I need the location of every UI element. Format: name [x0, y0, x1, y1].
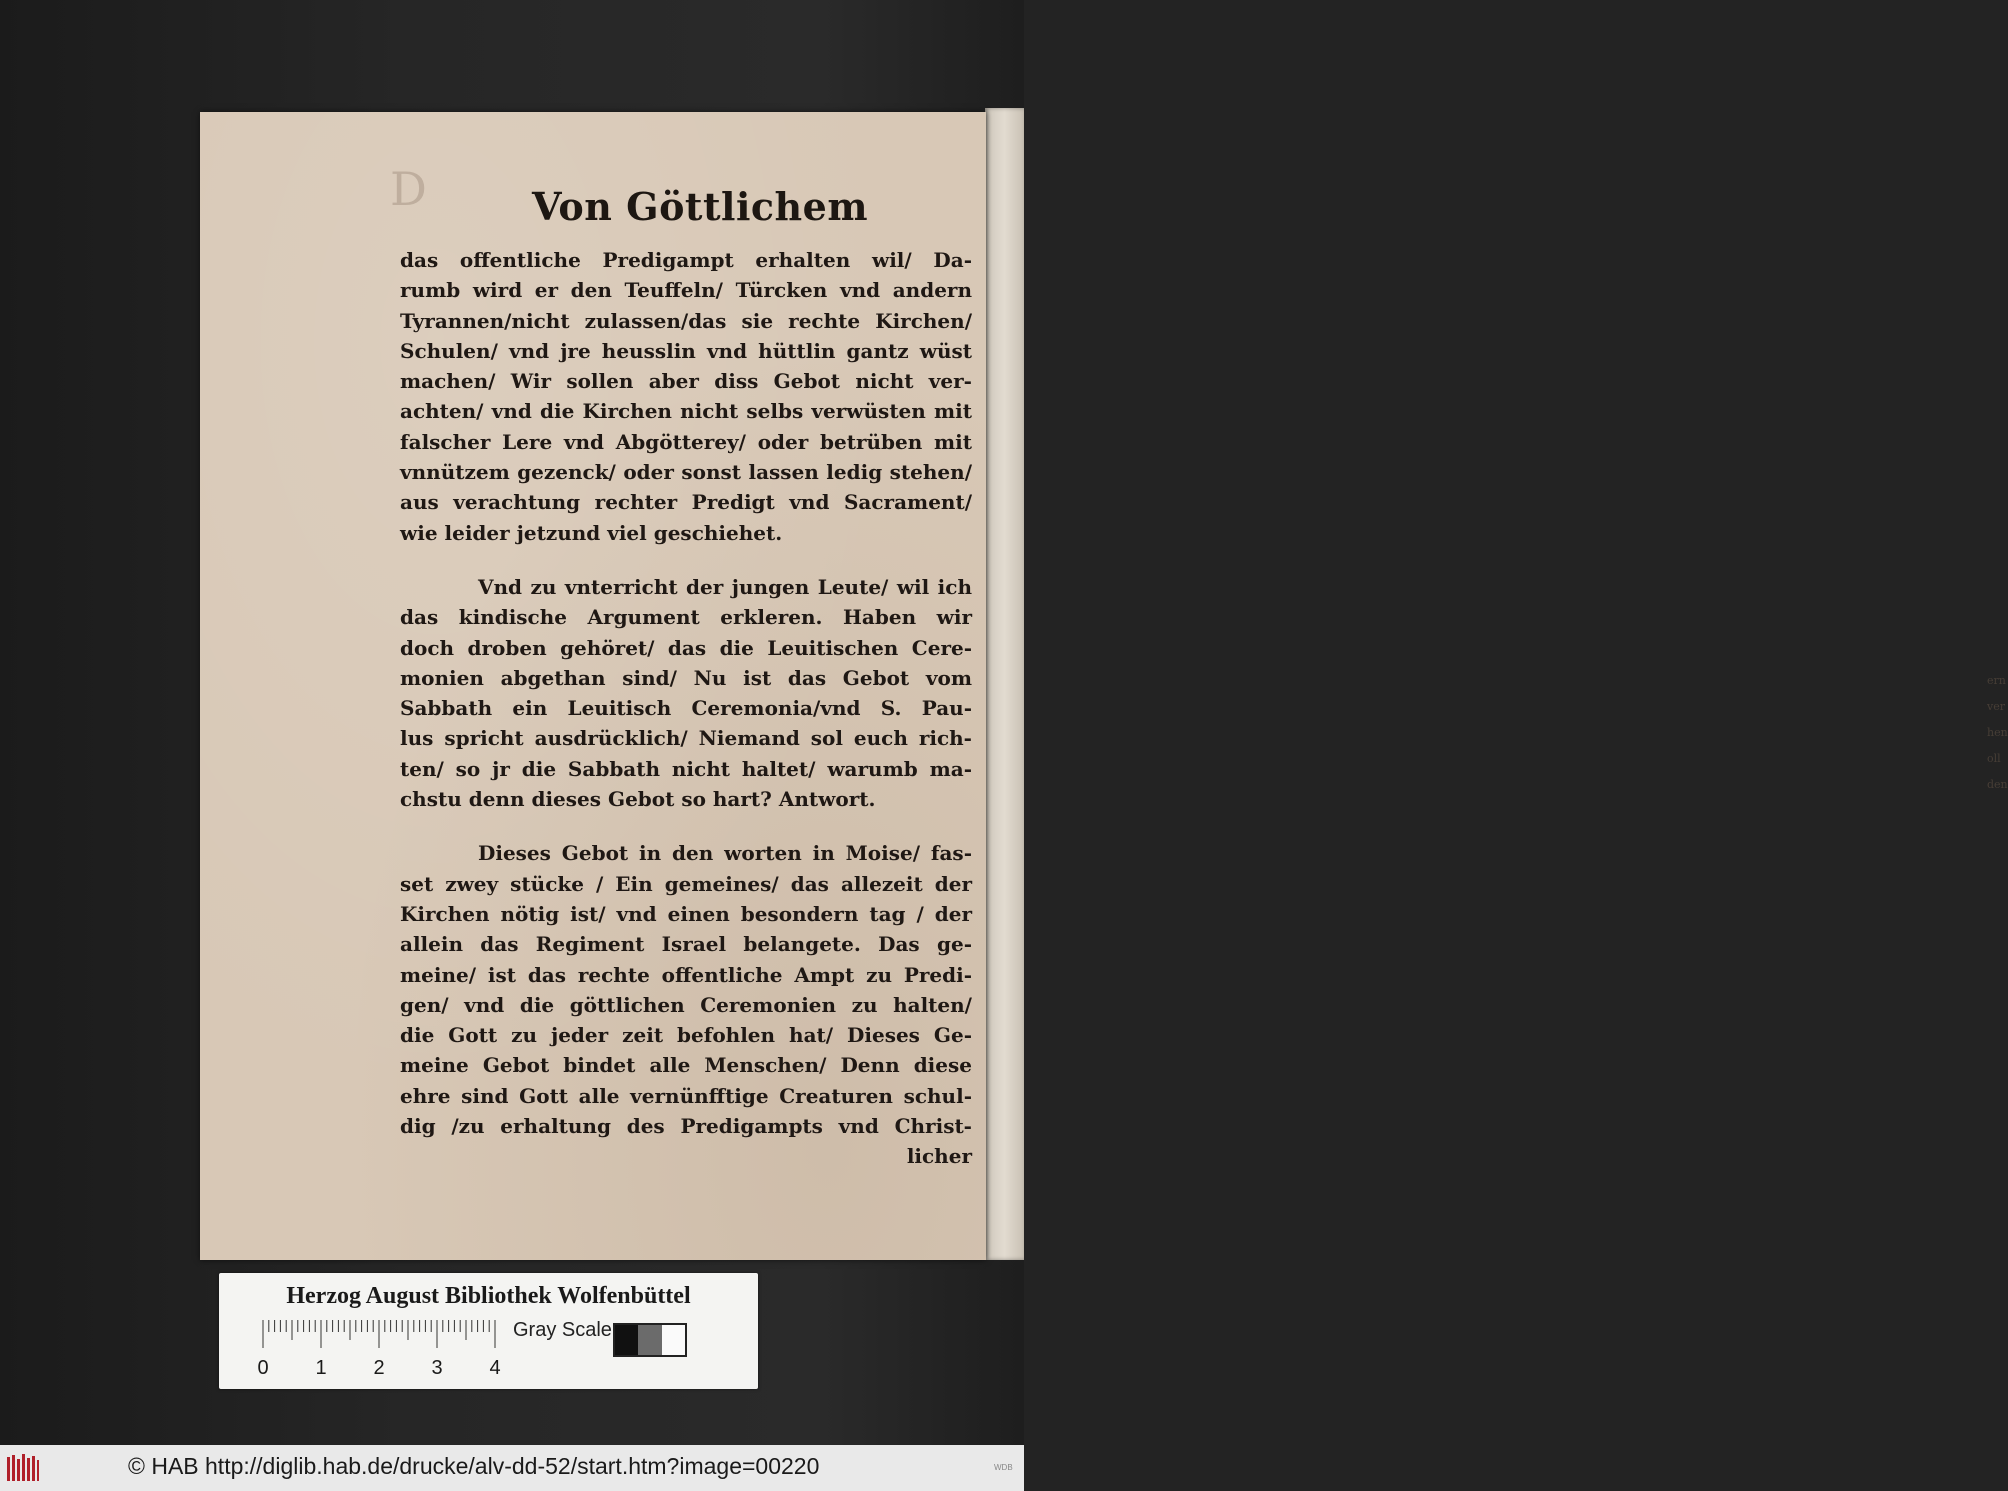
text-line: chstu denn dieses Gebot so hart? Antwort.	[400, 787, 876, 812]
text-line: die Gott zu jeder zeit befohlen hat/ Dieses Ge-	[400, 1023, 972, 1048]
paragraph-1	[400, 245, 972, 548]
ruler-numbers	[253, 1357, 513, 1381]
ruler-scale	[261, 1320, 501, 1350]
book-page	[200, 112, 986, 1260]
footer-mark: WDB	[994, 1463, 1013, 1472]
text-line: gen/ vnd die göttlichen Ceremonien zu halten/	[400, 992, 972, 1017]
text-line: Schulen/ vnd jre heusslin vnd hüttlin gantz wüst	[400, 338, 972, 363]
text-line: dig /zu erhaltung des Predigampts vnd Christ-	[400, 1114, 972, 1139]
gray-scale-label: Gray Scale	[513, 1319, 612, 1341]
text-line: das offentliche Predigampt erhalten wil/ Da-	[400, 248, 972, 272]
gray-swatch-light	[662, 1325, 685, 1355]
page-body	[400, 245, 972, 1172]
text-line: meine/ ist das rechte offentliche Ampt zu Predi-	[400, 962, 972, 987]
gray-scale-swatches	[613, 1323, 687, 1357]
text-line: Tyrannen/nicht zulassen/das sie rechte Kirchen/	[400, 308, 972, 333]
text-line: rumb wird er den Teuffeln/ Türcken vnd andern	[400, 278, 972, 303]
text-line: ten/ so jr die Sabbath nicht haltet/ warumb ma-	[400, 756, 972, 781]
text-line: Kirchen nötig ist/ vnd einen besondern tag / der	[400, 901, 972, 926]
text-line: vnnützem gezenck/ oder sonst lassen ledig stehen/	[400, 460, 972, 485]
page-heading: Von Göttlichem	[531, 184, 869, 229]
text-line: wie leider jetzund viel geschiehet.	[400, 520, 783, 545]
color-calibration-card	[219, 1273, 758, 1389]
footer-bar	[0, 1445, 1024, 1491]
next-page-edge-text: ern ver hen oll den	[1987, 674, 2008, 791]
hab-logo-icon	[6, 1453, 40, 1483]
text-line: ehre sind Gott alle vernünfftige Creaturen schul-	[400, 1083, 972, 1108]
text-line: meine Gebot bindet alle Menschen/ Denn diese	[400, 1053, 972, 1078]
ruler-number: 3	[431, 1357, 443, 1379]
text-line: set zwey stücke / Ein gemeines/ das allezeit der	[400, 871, 972, 896]
paragraph-gap	[400, 548, 972, 572]
text-line: machen/ Wir sollen aber diss Gebot nicht ver-	[400, 369, 972, 394]
text-line: Vnd zu vnterricht der jungen Leute/ wil ich	[478, 574, 972, 599]
next-page-edge	[985, 108, 2008, 1260]
ruler-number: 1	[315, 1357, 327, 1379]
paragraph-gap	[400, 814, 972, 838]
library-name: Herzog August Bibliothek Wolfenbüttel	[286, 1283, 691, 1309]
text-line: Sabbath ein Leuitisch Ceremonia/vnd S. Pau-	[400, 696, 972, 721]
ruler-number: 0	[257, 1357, 269, 1379]
ruler-number: 4	[489, 1357, 501, 1379]
text-line: monien abgethan sind/ Nu ist das Gebot vom	[400, 665, 972, 690]
text-line: falscher Lere vnd Abgötterey/ oder betrüben mit	[400, 429, 972, 454]
text-line: allein das Regiment Israel belangete. Das ge-	[400, 932, 972, 957]
text-line: das kindische Argument erkleren. Haben wir	[400, 605, 972, 630]
catchword: licher	[906, 1144, 972, 1169]
gray-swatch-dark	[615, 1325, 638, 1355]
text-line: aus verachtung rechter Predigt vnd Sacrament/	[400, 490, 972, 515]
ruler-number: 2	[373, 1357, 385, 1379]
text-line: lus spricht ausdrücklich/ Niemand sol euch rich-	[400, 726, 972, 751]
text-line: achten/ vnd die Kirchen nicht selbs verwüsten mit	[400, 399, 972, 424]
copyright-url: © HAB http://diglib.hab.de/drucke/alv-dd-52/start.htm?image=00220	[128, 1453, 820, 1479]
text-line: doch droben gehöret/ das die Leuitischen Cere-	[400, 635, 972, 660]
gray-swatch-mid	[638, 1325, 661, 1355]
paragraph-3	[400, 838, 972, 1171]
text-line: Dieses Gebot in den worten in Moise/ fas-	[478, 841, 972, 866]
paragraph-2	[400, 572, 972, 814]
show-through-mark: D	[390, 162, 427, 216]
